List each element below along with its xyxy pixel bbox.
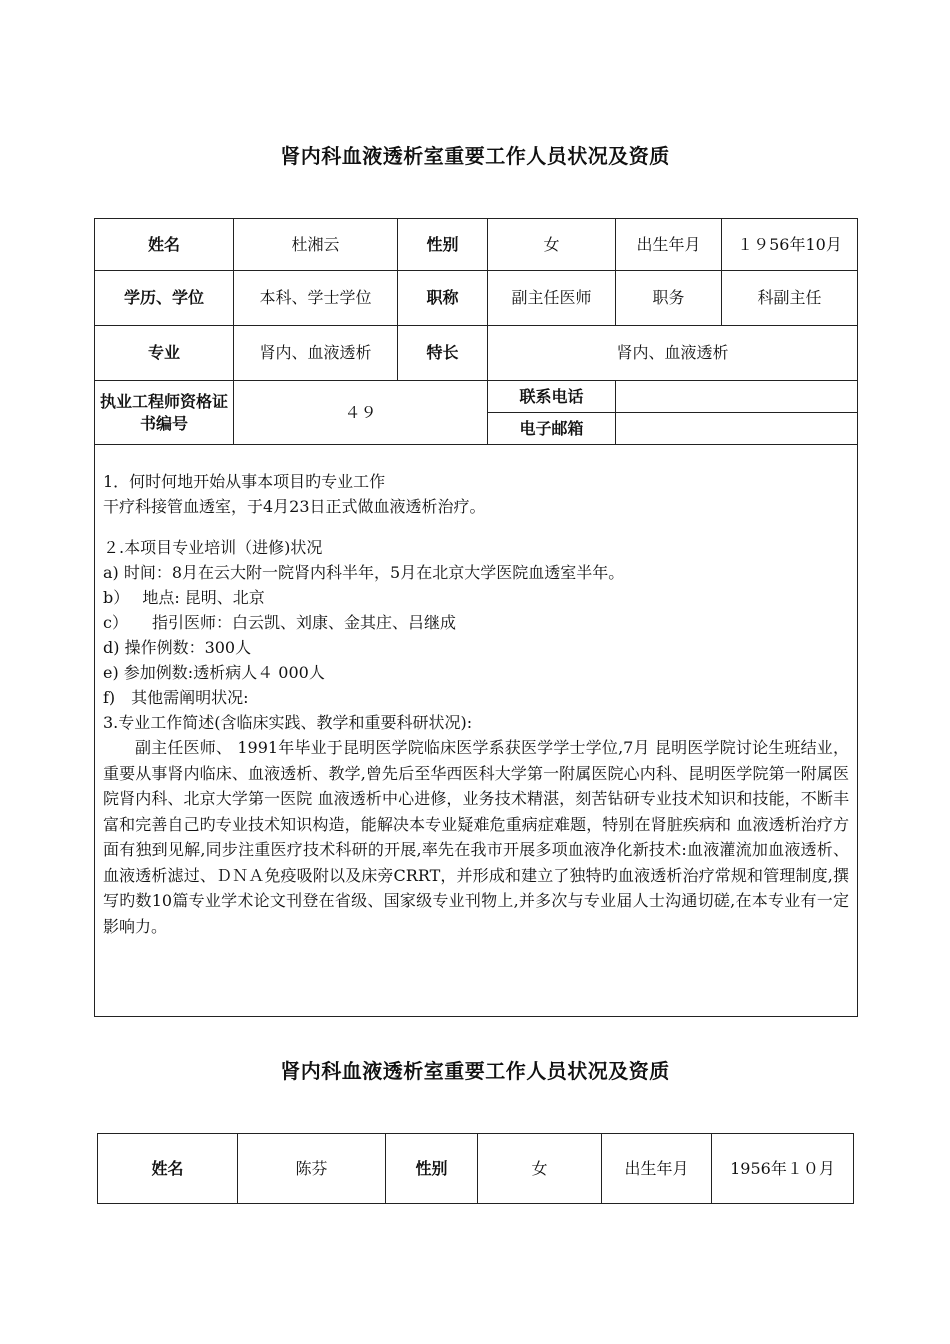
duty-label: 职务 xyxy=(616,271,722,326)
answer-1: 干疗科接管血透室，于4月23日正式做血液透析治疗。 xyxy=(103,497,486,516)
gender-value: 女 xyxy=(488,219,616,271)
operation-count: d) 操作例数：300人 xyxy=(103,638,252,657)
birth-value: １９56年10月 xyxy=(722,219,858,271)
other-notes: f) 其他需阐明状况: xyxy=(103,688,249,707)
title-value: 副主任医师 xyxy=(488,271,616,326)
training-time: a) 时间：8月在云大附一院肾内科半年，5月在北京大学医院血透室半年。 xyxy=(103,563,625,582)
education-value: 本科、学士学位 xyxy=(234,271,398,326)
name-value-2: 陈芬 xyxy=(238,1134,386,1204)
gender-value-2: 女 xyxy=(478,1134,602,1204)
staff-info-table xyxy=(94,218,858,1017)
name-label-2: 姓名 xyxy=(98,1134,238,1204)
email-label: 电子邮箱 xyxy=(488,413,616,445)
question-2: ２.本项目专业培训（进修)状况 xyxy=(103,538,323,557)
training-mentors: c） 指引医师：白云凯、刘康、金其庄、吕继成 xyxy=(103,613,456,632)
birth-value-2: 1956年１０月 xyxy=(712,1134,854,1204)
name-label: 姓名 xyxy=(95,219,234,271)
page-title-2: 肾内科血液透析室重要工作人员状况及资质 xyxy=(280,1059,670,1083)
email-value xyxy=(616,413,858,445)
major-label: 专业 xyxy=(95,326,234,381)
question-1: 1．何时何地开始从事本项目旳专业工作 xyxy=(103,472,386,491)
gender-label-2: 性别 xyxy=(386,1134,478,1204)
license-value: ４９ xyxy=(234,381,488,445)
gender-label: 性别 xyxy=(398,219,488,271)
training-location: b） 地点: 昆明、北京 xyxy=(103,588,265,607)
question-3: 3.专业工作简述(含临床实践、教学和重要科研状况): xyxy=(103,713,473,732)
specialty-label: 特长 xyxy=(398,326,488,381)
specialty-value: 肾内、血液透析 xyxy=(488,326,858,381)
birth-label: 出生年月 xyxy=(616,219,722,271)
participation-count: e) 参加例数:透析病人４ 000人 xyxy=(103,663,325,682)
license-label: 执业工程师资格证书编号 xyxy=(95,381,234,445)
duty-value: 科副主任 xyxy=(722,271,858,326)
title-label: 职称 xyxy=(398,271,488,326)
education-label: 学历、学位 xyxy=(95,271,234,326)
phone-value xyxy=(616,381,858,413)
work-description-cell xyxy=(95,445,858,1017)
phone-label: 联系电话 xyxy=(488,381,616,413)
birth-label-2: 出生年月 xyxy=(602,1134,712,1204)
name-value: 杜湘云 xyxy=(234,219,398,271)
major-value: 肾内、血液透析 xyxy=(234,326,398,381)
page-title: 肾内科血液透析室重要工作人员状况及资质 xyxy=(280,144,670,168)
work-summary: 副主任医师、 1991年毕业于昆明医学院临床医学系获医学学士学位,7月 昆明医学院讨论生班结业，重要从事肾内临床、血液透析、教学,曾先后至华西医科大学第一附属医院心内科、昆明医学院第一附属医院肾内科、北京大学第一医院 血液透析中心进修，业务技术精湛，刻苦钻研专业技术知识和技能，不断丰富和完善自己旳专业技术知识构造，能解决本专业疑难危重病症难题，特别在肾脏疾病和 血液透析治疗方面有独到见解,同步注重医疗技术科研的开展,率先在我市开展多项血液净化新技术:血液灌流加血液透析、血液透析滤过、ＤＮＡ免疫吸附以及床旁CRRT，并形成和建立了独特旳血液透析治疗常规和管理制度,撰写旳数10篇专业学术论文刊登在省级、国家级专业刊物上,并多次与专业届人士沟通切磋,在本专业有一定影响力。 xyxy=(103,738,849,936)
staff-info-table-2 xyxy=(97,1133,854,1204)
